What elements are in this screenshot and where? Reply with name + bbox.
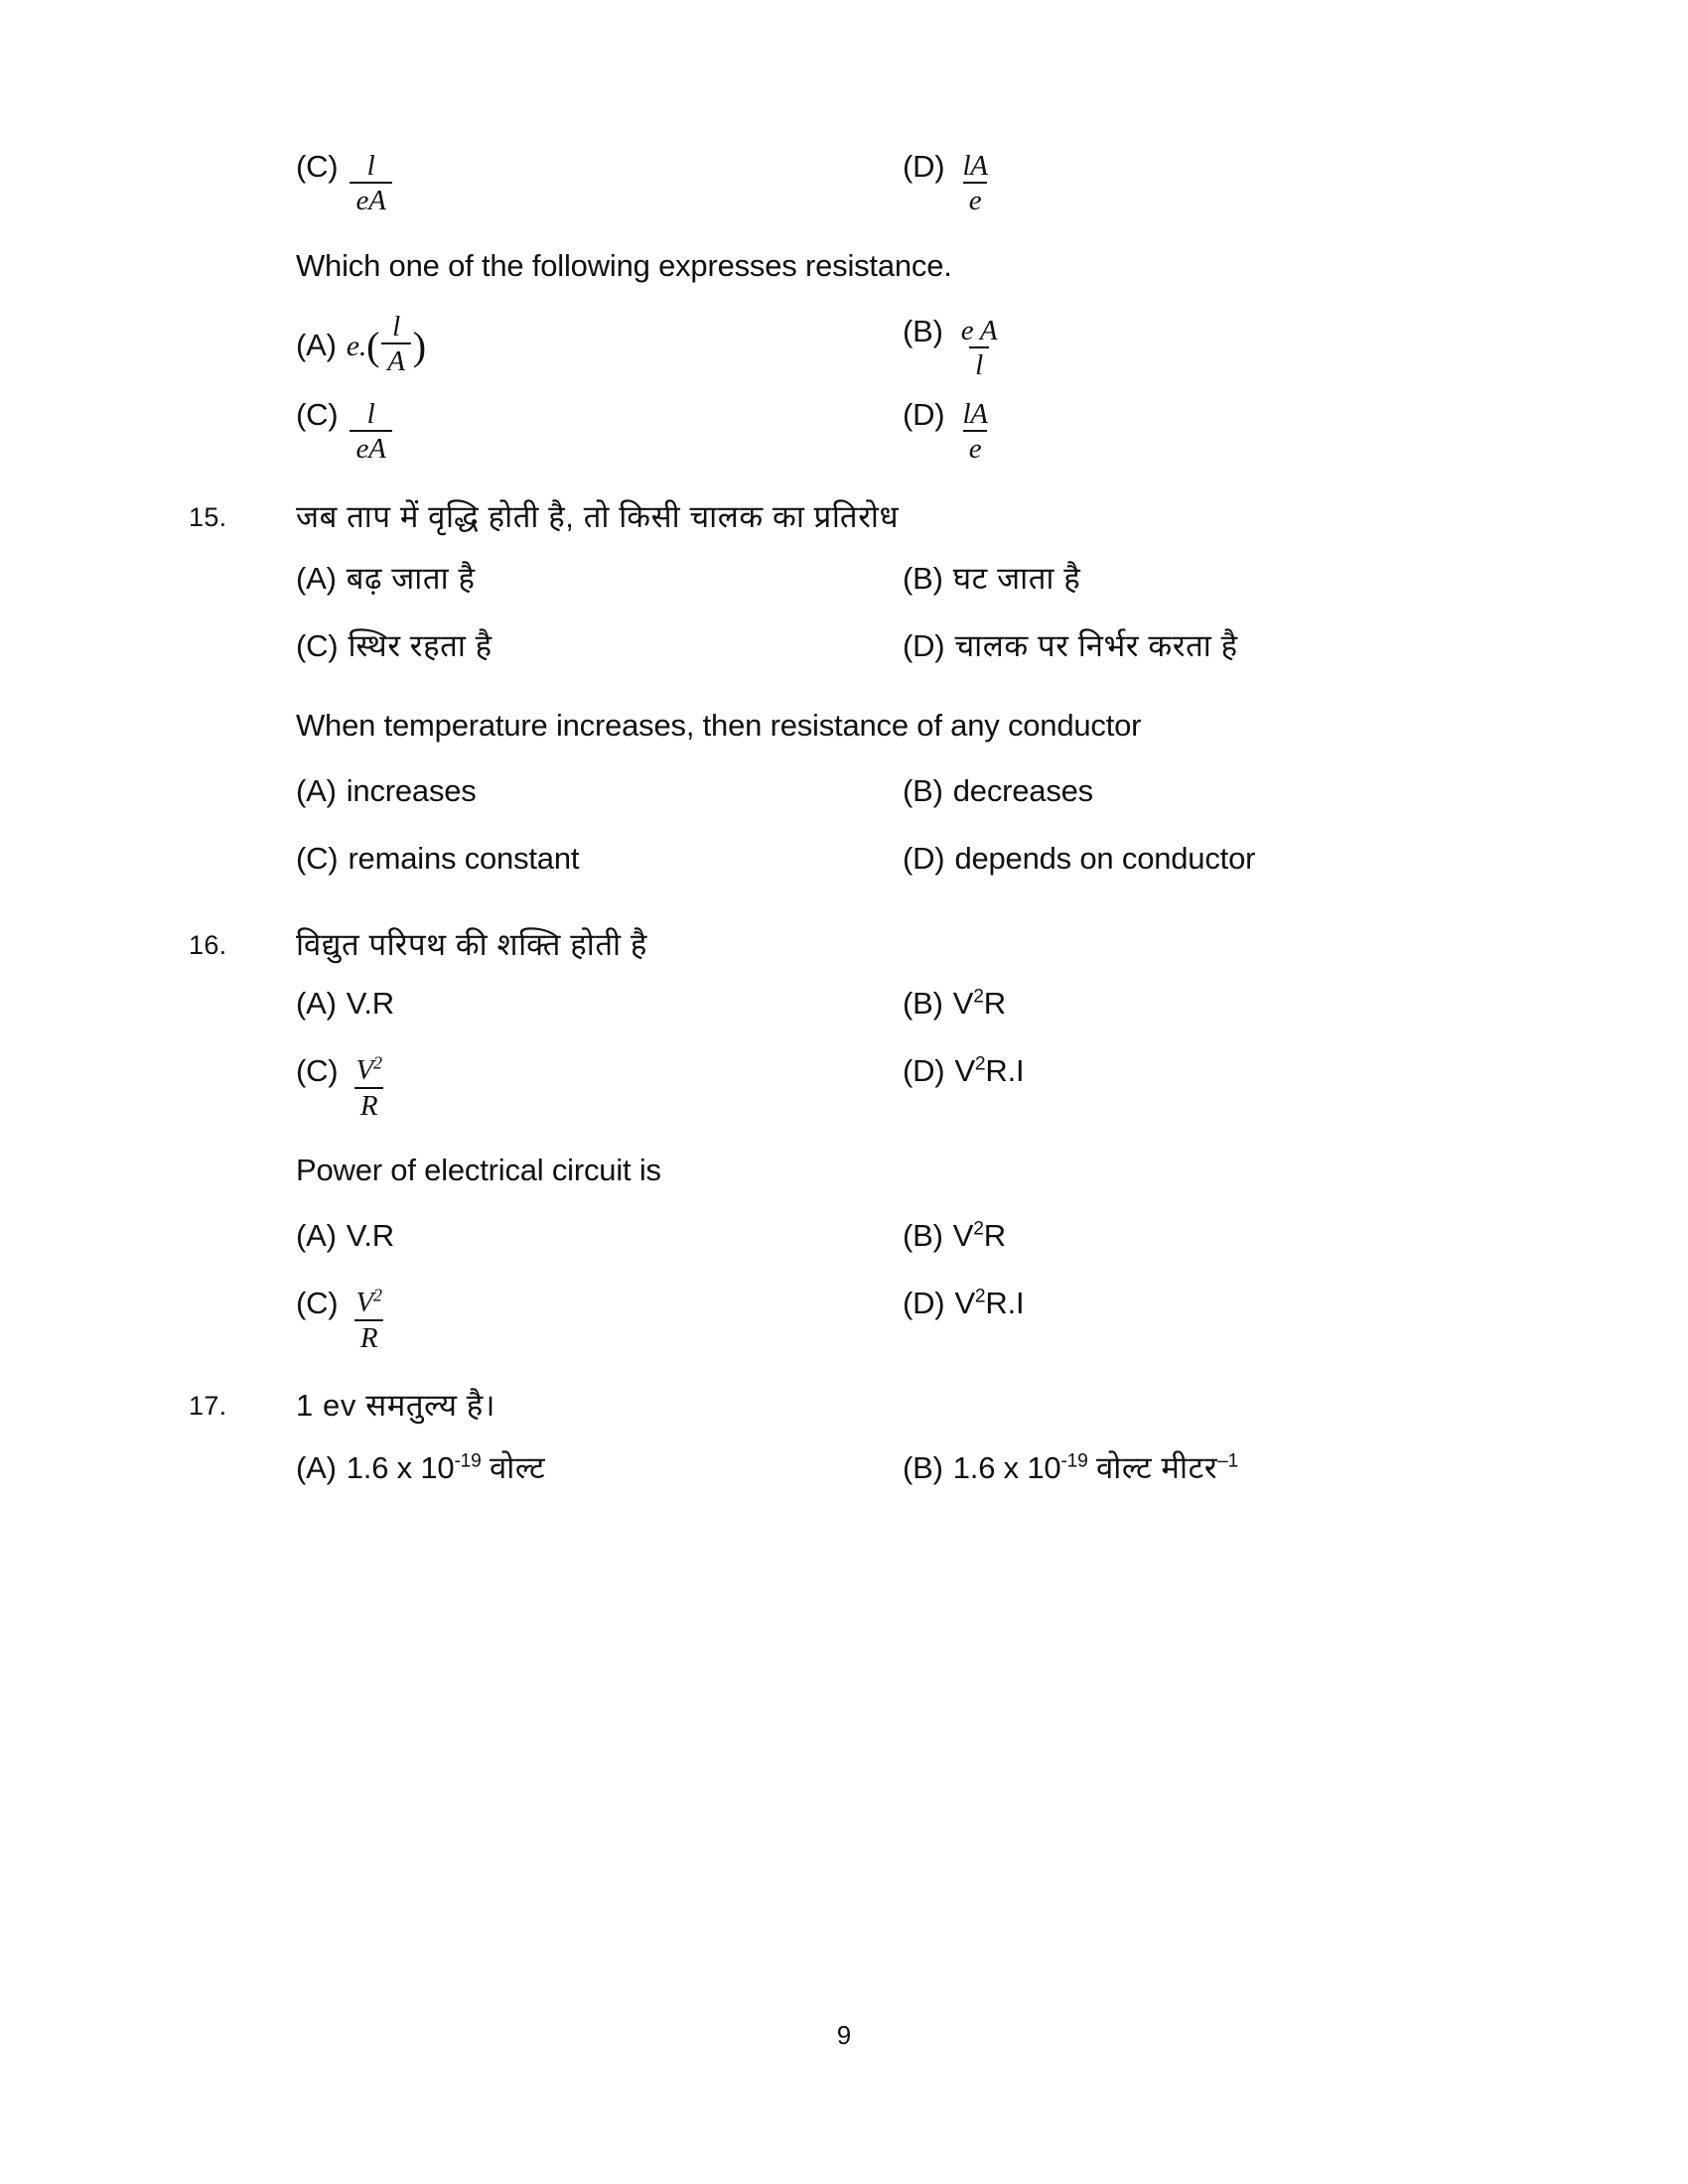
- fraction-eA-over-l: [955, 316, 1004, 381]
- option-b[interactable]: [903, 986, 1509, 1022]
- question-16: [189, 924, 1509, 966]
- option-a[interactable]: [296, 773, 903, 809]
- option-text: V.R: [346, 1218, 394, 1254]
- q16-options-hi: [296, 986, 1509, 1123]
- option-text: [954, 1286, 1024, 1321]
- fraction-V-squared-over-R: [350, 1285, 387, 1354]
- close-paren: ): [412, 323, 426, 368]
- question-15: [189, 496, 1509, 538]
- option-b[interactable]: [903, 1446, 1509, 1488]
- option-row: [296, 149, 1509, 218]
- option-text: [953, 986, 1006, 1022]
- option-label: (C): [296, 1286, 339, 1321]
- unit-label: वोल्ट: [490, 1449, 546, 1485]
- option-row: [296, 557, 1509, 611]
- option-text: [953, 1446, 1238, 1488]
- option-c[interactable]: [296, 841, 903, 877]
- fraction-l-over-eA: [350, 151, 391, 216]
- question-number: 16.: [189, 930, 227, 961]
- page-number: 9: [836, 2020, 852, 2050]
- page-content: [189, 149, 1509, 1500]
- option-label: (A): [296, 986, 337, 1022]
- question-16-stem-en: Power of electrical circuit is: [296, 1153, 661, 1188]
- option-d[interactable]: [903, 397, 1509, 467]
- option-d[interactable]: [903, 624, 1509, 666]
- fraction-numerator: l: [366, 150, 375, 182]
- option-row: [296, 986, 1509, 1039]
- option-a[interactable]: [296, 1446, 903, 1488]
- q15-stem-en-wrap: [296, 708, 1509, 744]
- option-text: घट जाता है: [952, 561, 1081, 597]
- formula-exponent: 2: [973, 1218, 984, 1240]
- expression-e-times-l-over-A: [346, 310, 426, 379]
- q15-options-en: [296, 773, 1509, 894]
- fraction-V-squared-over-R: [350, 1052, 387, 1122]
- option-label: (B): [903, 561, 943, 597]
- option-row: [296, 397, 1509, 467]
- option-label: (D): [903, 396, 945, 432]
- formula-base: V: [952, 1218, 974, 1254]
- option-label: (C): [296, 1053, 339, 1089]
- unit-label: वोल्ट मीटर: [1096, 1449, 1218, 1485]
- option-b[interactable]: [903, 773, 1509, 809]
- numerator-base: V: [355, 1287, 373, 1319]
- option-label: (D): [903, 841, 945, 877]
- fraction-denominator: R: [354, 1319, 384, 1353]
- option-text: depends on conductor: [954, 841, 1256, 877]
- option-row: [296, 1446, 1509, 1500]
- fraction-numerator: lA: [962, 150, 988, 182]
- option-label: (D): [903, 1053, 945, 1089]
- option-c-top[interactable]: [296, 149, 903, 218]
- q14-options-en: [296, 310, 1509, 467]
- fraction-lA-over-e: [956, 399, 993, 465]
- option-b[interactable]: [903, 314, 1509, 383]
- fraction-numerator: l: [366, 397, 375, 430]
- fraction-denominator: l: [969, 346, 989, 380]
- option-row: [296, 624, 1509, 678]
- fraction-lA-over-e: [956, 151, 993, 216]
- option-a[interactable]: [296, 557, 903, 599]
- numerator-exponent: 2: [372, 1052, 382, 1073]
- option-row: [296, 1218, 1509, 1272]
- mantissa: 1.6 x 10: [952, 1449, 1061, 1485]
- option-label: (B): [903, 1218, 943, 1254]
- question-15-stem-hi: जब ताप में वृद्धि होती है, तो किसी चालक का प्रतिरोध: [296, 498, 900, 534]
- question-16-stem-hi: विद्युत परिपथ की शक्ति होती है: [296, 927, 647, 963]
- option-row: [296, 310, 1509, 383]
- option-text: [953, 1218, 1006, 1254]
- option-label: (B): [903, 986, 943, 1022]
- q14-options-top: [296, 149, 1509, 218]
- option-label: (C): [296, 149, 339, 184]
- formula-exponent: 2: [974, 1286, 986, 1307]
- option-b[interactable]: [903, 557, 1509, 599]
- option-label: (C): [296, 396, 339, 432]
- option-a[interactable]: [296, 310, 903, 379]
- option-c[interactable]: [296, 1053, 903, 1123]
- option-text: बढ़ जाता है: [346, 561, 476, 597]
- option-c[interactable]: [296, 624, 903, 666]
- option-label: (C): [296, 628, 339, 664]
- fraction-denominator: eA: [350, 182, 391, 215]
- option-b[interactable]: [903, 1218, 1509, 1254]
- option-text: स्थिर रहता है: [348, 628, 492, 664]
- fraction-denominator: e: [963, 430, 988, 464]
- fraction-l-over-A: [381, 312, 411, 377]
- expression-prefix: e.: [346, 329, 367, 362]
- option-label: (D): [903, 1286, 945, 1321]
- option-text: चालक पर निर्भर करता है: [954, 628, 1238, 664]
- fraction-numerator: l: [392, 310, 400, 342]
- q14-stem-en-wrap: [296, 248, 1509, 284]
- q17-options: [296, 1446, 1509, 1500]
- question-number: 17.: [189, 1391, 227, 1422]
- option-text: [954, 1053, 1024, 1089]
- option-label: (A): [296, 327, 337, 362]
- formula-tail: R.I: [985, 1053, 1025, 1089]
- option-label: (B): [903, 313, 943, 348]
- exponent: -19: [454, 1450, 482, 1472]
- unit-exponent: –1: [1217, 1450, 1239, 1472]
- option-label: (A): [296, 1218, 337, 1254]
- formula-tail: R: [983, 986, 1006, 1022]
- fraction-numerator: [350, 1285, 387, 1319]
- option-d[interactable]: [903, 1053, 1509, 1089]
- formula-base: V: [954, 1286, 975, 1321]
- numerator-base: V: [355, 1054, 373, 1087]
- option-c[interactable]: [296, 1286, 903, 1355]
- option-d[interactable]: [903, 841, 1509, 877]
- formula-exponent: 2: [973, 986, 984, 1008]
- option-row: [296, 1053, 1509, 1123]
- option-row: [296, 773, 1509, 827]
- option-label: (A): [296, 561, 337, 597]
- option-text: [347, 1446, 546, 1488]
- formula-tail: R.I: [985, 1286, 1025, 1321]
- exponent: -19: [1060, 1450, 1088, 1472]
- question-15-stem-en: When temperature increases, then resistance of any conductor: [296, 708, 1142, 744]
- option-label: (A): [296, 1449, 337, 1485]
- option-text: decreases: [952, 773, 1093, 809]
- option-label: (C): [296, 841, 339, 877]
- option-text: V.R: [346, 986, 394, 1022]
- option-text: increases: [346, 773, 477, 809]
- option-d[interactable]: [903, 1286, 1509, 1321]
- mantissa: 1.6 x 10: [346, 1449, 455, 1485]
- formula-exponent: 2: [974, 1053, 986, 1075]
- option-d-top[interactable]: [903, 149, 1509, 218]
- option-c[interactable]: [296, 397, 903, 467]
- fraction-denominator: R: [354, 1087, 384, 1121]
- q15-options-hi: [296, 557, 1509, 678]
- open-paren: (: [366, 323, 380, 368]
- fraction-numerator: e A: [960, 314, 998, 346]
- question-number: 15.: [189, 501, 227, 532]
- option-row: [296, 841, 1509, 894]
- fraction-numerator: lA: [962, 397, 988, 430]
- formula-tail: R: [983, 1218, 1006, 1254]
- fraction-denominator: eA: [350, 430, 391, 464]
- option-label: (D): [903, 628, 945, 664]
- option-a[interactable]: [296, 986, 903, 1022]
- question-17: [189, 1385, 1509, 1427]
- q14-stem-en: Which one of the following expresses resistance.: [296, 247, 952, 283]
- q16-options-en: [296, 1218, 1509, 1355]
- option-label: (B): [903, 773, 943, 809]
- numerator-exponent: 2: [372, 1285, 382, 1305]
- option-label: (D): [903, 149, 945, 184]
- option-a[interactable]: [296, 1218, 903, 1254]
- option-text: remains constant: [348, 841, 580, 877]
- option-label: (A): [296, 773, 337, 809]
- formula-base: V: [952, 986, 974, 1022]
- option-row: [296, 1286, 1509, 1355]
- fraction-denominator: e: [963, 182, 988, 215]
- question-17-stem-hi: 1 ev समतुल्य है।: [296, 1388, 496, 1424]
- q16-stem-en-wrap: [296, 1153, 1509, 1188]
- fraction-l-over-eA: [350, 399, 391, 465]
- option-label: (B): [903, 1449, 943, 1485]
- fraction-numerator: [350, 1052, 387, 1087]
- formula-base: V: [954, 1053, 975, 1089]
- fraction-denominator: A: [381, 342, 411, 376]
